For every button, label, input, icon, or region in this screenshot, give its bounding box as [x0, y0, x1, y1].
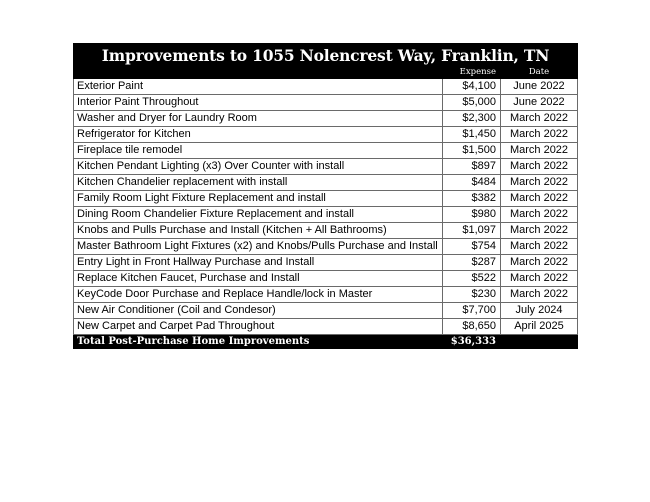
item-expense: $1,500 — [443, 143, 501, 159]
total-expense: $36,333 — [443, 335, 501, 349]
item-date: March 2022 — [501, 271, 578, 287]
item-description: KeyCode Door Purchase and Replace Handle/lock in Master — [74, 287, 443, 303]
table-row — [74, 127, 578, 143]
item-expense: $1,450 — [443, 127, 501, 143]
item-description: New Air Conditioner (Coil and Condesor) — [74, 303, 443, 319]
item-expense: $4,100 — [443, 79, 501, 95]
item-description: Exterior Paint — [74, 79, 443, 95]
item-expense: $1,097 — [443, 223, 501, 239]
table-row — [74, 255, 578, 271]
item-expense: $897 — [443, 159, 501, 175]
item-description: Kitchen Chandelier replacement with install — [74, 175, 443, 191]
title-row — [74, 44, 578, 67]
item-description: New Carpet and Carpet Pad Throughout — [74, 319, 443, 335]
item-expense: $5,000 — [443, 95, 501, 111]
item-expense: $754 — [443, 239, 501, 255]
item-description: Refrigerator for Kitchen — [74, 127, 443, 143]
item-date: July 2024 — [501, 303, 578, 319]
item-expense: $8,650 — [443, 319, 501, 335]
item-description: Dining Room Chandelier Fixture Replacement and install — [74, 207, 443, 223]
table-row — [74, 143, 578, 159]
item-rows — [74, 79, 578, 335]
item-date: March 2022 — [501, 127, 578, 143]
item-description: Interior Paint Throughout — [74, 95, 443, 111]
item-description: Kitchen Pendant Lighting (x3) Over Counter with install — [74, 159, 443, 175]
item-date: March 2022 — [501, 207, 578, 223]
table-row — [74, 303, 578, 319]
item-date: March 2022 — [501, 239, 578, 255]
table-row — [74, 223, 578, 239]
item-description: Family Room Light Fixture Replacement and install — [74, 191, 443, 207]
table-row — [74, 159, 578, 175]
item-description: Knobs and Pulls Purchase and Install (Kitchen + All Bathrooms) — [74, 223, 443, 239]
item-description: Replace Kitchen Faucet, Purchase and Install — [74, 271, 443, 287]
date-header: Date — [501, 67, 578, 79]
item-expense: $980 — [443, 207, 501, 223]
item-date: March 2022 — [501, 287, 578, 303]
table-row — [74, 111, 578, 127]
table-row — [74, 95, 578, 111]
item-date: March 2022 — [501, 143, 578, 159]
total-label: Total Post-Purchase Home Improvements — [74, 335, 443, 349]
item-expense: $484 — [443, 175, 501, 191]
item-date: June 2022 — [501, 79, 578, 95]
item-expense: $7,700 — [443, 303, 501, 319]
item-description: Master Bathroom Light Fixtures (x2) and Knobs/Pulls Purchase and Install — [74, 239, 443, 255]
item-description: Entry Light in Front Hallway Purchase and Install — [74, 255, 443, 271]
item-date: March 2022 — [501, 175, 578, 191]
table-row — [74, 287, 578, 303]
header-row — [74, 67, 578, 79]
table-row — [74, 207, 578, 223]
item-description: Fireplace tile remodel — [74, 143, 443, 159]
table-row — [74, 79, 578, 95]
total-row — [74, 335, 578, 349]
item-date: March 2022 — [501, 223, 578, 239]
item-expense: $382 — [443, 191, 501, 207]
table-row — [74, 175, 578, 191]
table-row — [74, 239, 578, 255]
table-row — [74, 191, 578, 207]
table-row — [74, 319, 578, 335]
item-date: April 2025 — [501, 319, 578, 335]
item-expense: $2,300 — [443, 111, 501, 127]
item-date: March 2022 — [501, 255, 578, 271]
description-header — [74, 67, 443, 79]
item-expense: $287 — [443, 255, 501, 271]
table-title: Improvements to 1055 Nolencrest Way, Franklin, TN — [74, 44, 578, 67]
expense-header: Expense — [443, 67, 501, 79]
item-date: March 2022 — [501, 159, 578, 175]
item-expense: $522 — [443, 271, 501, 287]
item-expense: $230 — [443, 287, 501, 303]
item-date: March 2022 — [501, 191, 578, 207]
table-row — [74, 271, 578, 287]
total-date — [501, 335, 578, 349]
item-description: Washer and Dryer for Laundry Room — [74, 111, 443, 127]
improvements-table — [73, 43, 578, 349]
item-date: March 2022 — [501, 111, 578, 127]
item-date: June 2022 — [501, 95, 578, 111]
